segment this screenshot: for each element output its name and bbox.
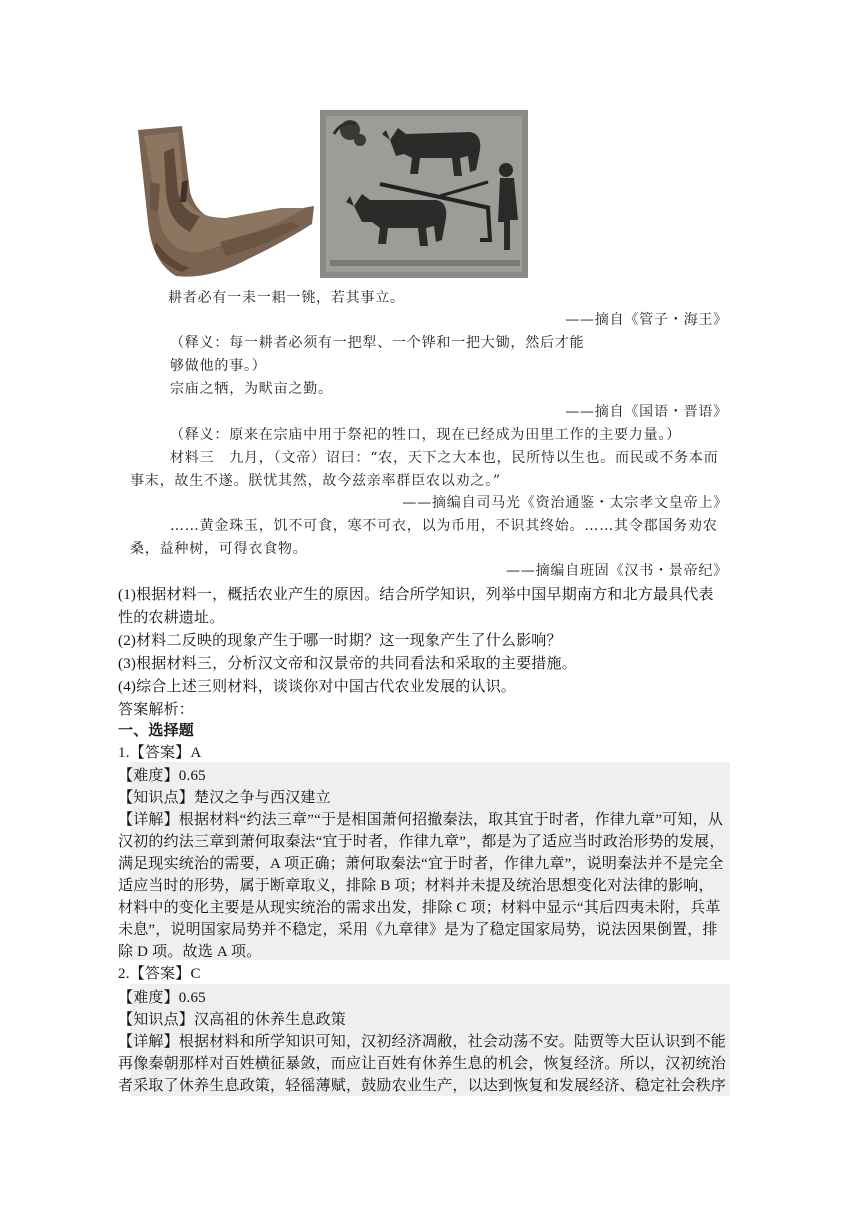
material-two-line2: 宗庙之牺，为畎亩之勤。 bbox=[170, 381, 333, 397]
answer-1-detail-line: 适应当时的形势，属于断章取义，排除 B 项；材料并未提及统治思想变化对法律的影响， bbox=[118, 878, 714, 894]
answer-1-detail-line: 满足现实统治的需要，A 项正确；萧何取秦法“宜于时者，作律九章”，说明秦法并不是完全 bbox=[118, 856, 724, 872]
material-three-p2-a: ……黄金珠玉，饥不可食，寒不可衣，以为币用，不识其终始。……其令郡国务劝农 bbox=[170, 518, 718, 534]
answer-1-shade-1 bbox=[130, 762, 730, 784]
material-two-gloss1-a: （释义：每一耕者必须有一把犁、一个铧和一把大锄，然后才能 bbox=[170, 335, 585, 351]
material-three-p1-a: 材料三 九月，（文帝）诏曰：“农，天下之大本也，民所恃以生也。而民或不务本而 bbox=[170, 450, 719, 466]
figure-row bbox=[130, 110, 530, 278]
answer-1-number: 1.【答案】A bbox=[118, 745, 202, 761]
plough-share-artifact-image bbox=[130, 122, 318, 282]
answer-2-detail-line: 再像秦朝那样对百姓横征暴敛，而应让百姓有休养生息的机会，恢复经济。所以，汉初统治 bbox=[118, 1056, 727, 1072]
answer-1-detail-line: 材料中的变化主要是从现实统治的需求出发，排除 C 项；材料中显示“其后四夷未附，兵革 bbox=[118, 900, 721, 916]
material-two-source2: ——摘自《国语・晋语》 bbox=[565, 404, 728, 420]
section-heading: 一、选择题 bbox=[118, 723, 195, 739]
answer-1-difficulty: 【难度】0.65 bbox=[118, 768, 206, 784]
answer-2-number: 2.【答案】C bbox=[118, 966, 201, 982]
answer-2-detail-line: 者采取了休养生息政策，轻徭薄赋，鼓励农业生产，以达到恢复和发展经济、稳定社会秩序 bbox=[118, 1078, 727, 1094]
answer-2-detail-line: 【详解】根据材料和所学知识可知，汉初经济凋敝，社会动荡不安。陆贾等大臣认识到不能 bbox=[118, 1034, 727, 1050]
question-2: (2)材料二反映的现象产生于哪一时期？这一现象产生了什么影响？ bbox=[118, 633, 562, 649]
question-1-a: (1)根据材料一，概括农业产生的原因。结合所学知识，列举中国早期南方和北方最具代表 bbox=[118, 587, 714, 603]
material-two-gloss1-b: 够做他的事。） bbox=[170, 358, 267, 374]
material-two-gloss2: （释义：原来在宗庙中用于祭祀的牲口，现在已经成为田里工作的主要力量。） bbox=[170, 427, 681, 443]
answer-1-knowledge: 【知识点】楚汉之争与西汉建立 bbox=[118, 790, 331, 806]
answer-2-knowledge: 【知识点】汉高祖的休养生息政策 bbox=[118, 1012, 347, 1028]
answer-2-shade-1 bbox=[130, 984, 730, 1006]
answer-2-difficulty: 【难度】0.65 bbox=[118, 990, 206, 1006]
answer-heading: 答案解析： bbox=[118, 702, 195, 718]
material-three-p1-b: 事末，故生不遂。朕忧其然，故今兹亲率群臣农以劝之。” bbox=[130, 473, 501, 489]
question-1-b: 性的农耕遗址。 bbox=[118, 610, 225, 626]
material-two-line1: 耕者必有一耒一耜一铫，若其事立。 bbox=[168, 290, 405, 306]
answer-1-detail-line: 【详解】根据材料“约法三章”“于是相国萧何招撤秦法，取其宜于时者，作律九章”可知，从 bbox=[118, 812, 724, 828]
material-two-source1: ——摘自《管子・海王》 bbox=[565, 312, 728, 328]
material-three-source1: ——摘编自司马光《资治通鉴・太宗孝文皇帝上》 bbox=[402, 495, 728, 511]
material-three-p2-b: 桑，益种树，可得衣食物。 bbox=[130, 541, 308, 557]
material-three-source2: ——摘编自班固《汉书・景帝纪》 bbox=[506, 563, 728, 579]
question-4: (4)综合上述三则材料，谈谈你对中国古代农业发展的认识。 bbox=[118, 679, 517, 695]
ox-ploughing-relief-image bbox=[320, 110, 528, 278]
answer-1-detail-line: 未息”，说明国家局势并不稳定，采用《九章律》是为了稳定国家局势，说法因果倒置，排 bbox=[118, 922, 718, 938]
question-3: (3)根据材料三，分析汉文帝和汉景帝的共同看法和采取的主要措施。 bbox=[118, 656, 577, 672]
answer-1-detail-line: 汉初的约法三章到萧何取秦法“宜于时者，作律九章”，都是为了适应当时政治形势的发展， bbox=[118, 834, 725, 850]
answer-1-detail-line: 除 D 项。故选 A 项。 bbox=[118, 944, 262, 960]
